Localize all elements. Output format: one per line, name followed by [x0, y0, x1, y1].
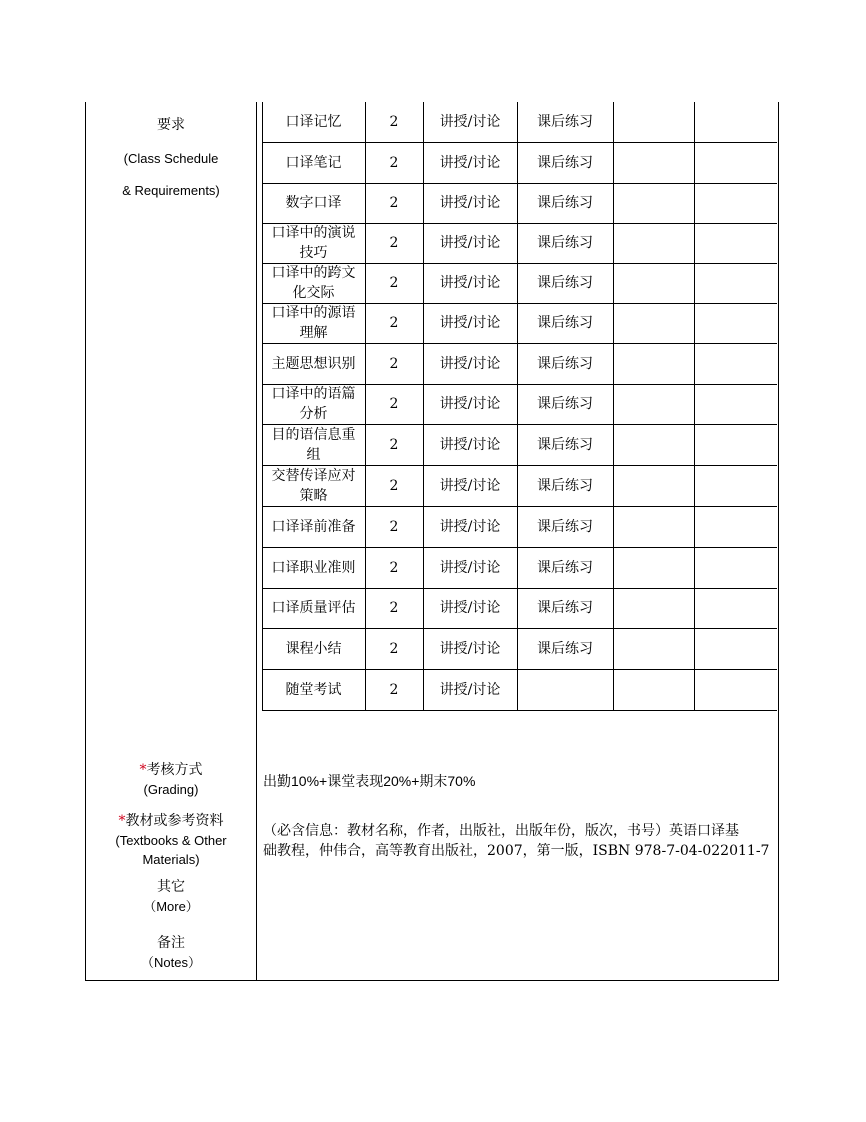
- schedule-hours-cell: 2: [389, 436, 399, 453]
- schedule-method-cell: 讲授/讨论: [439, 355, 501, 372]
- schedule-topic-cell: 数字口译: [285, 195, 342, 211]
- textbook-text: [263, 821, 778, 861]
- schedule-assignment-cell: 课后练习: [537, 275, 593, 291]
- schedule-method-cell: 讲授/讨论: [439, 315, 501, 331]
- schedule-method-cell: 讲授/讨论: [439, 195, 501, 211]
- notes-label-en: （Notes）: [141, 955, 201, 970]
- schedule-method-cell: 讲授/讨论: [439, 640, 501, 657]
- textbooks-label-en2: Materials): [142, 852, 200, 867]
- schedule-method-cell: 讲授/讨论: [439, 600, 501, 616]
- schedule-method-cell: 讲授/讨论: [439, 436, 501, 453]
- schedule-topic-cell: 口译译前准备: [271, 518, 356, 535]
- schedule-label-en1: (Class Schedule: [123, 151, 219, 166]
- notes-label: [86, 934, 256, 972]
- schedule-assignment-cell: 课后练习: [537, 518, 593, 535]
- schedule-hours-cell: 2: [389, 600, 399, 616]
- schedule-topic-cell: 口译职业准则: [271, 559, 356, 576]
- schedule-hours-cell: 2: [389, 681, 399, 698]
- schedule-label-zh: 要求: [157, 117, 185, 133]
- textbooks-label: [86, 812, 256, 869]
- label-column-divider: [256, 102, 257, 981]
- schedule-assignment-cell: 课后练习: [537, 195, 593, 211]
- textbook-text-line2: 础教程，仲伟合，高等教育出版社，2007，第一版，ISBN 978-7-04-022011-7: [263, 843, 770, 859]
- textbook-text-line1: （必含信息：教材名称，作者，出版社，出版年份，版次，书号）英语口译基: [263, 823, 739, 839]
- grading-text: 出勤10%+课堂表现20%+期末70%: [263, 773, 476, 789]
- schedule-hours-cell: 2: [389, 275, 399, 291]
- schedule-topic-cell: 口译中的演说技巧: [271, 225, 356, 261]
- schedule-topic-cell: 随堂考试: [285, 681, 342, 698]
- schedule-topic-cell: 口译中的源语理解: [271, 305, 356, 341]
- schedule-hours-cell: 2: [389, 195, 399, 211]
- schedule-hours-cell: 2: [389, 114, 399, 130]
- table-bottom-border: [85, 980, 779, 981]
- schedule-method-cell: 讲授/讨论: [439, 396, 501, 412]
- schedule-assignment-cell: [517, 669, 613, 710]
- schedule-topic-cell: 口译笔记: [285, 154, 342, 171]
- schedule-assignment-cell: 课后练习: [537, 640, 593, 657]
- more-label-zh: 其它: [157, 879, 185, 895]
- schedule-method-cell: 讲授/讨论: [439, 275, 501, 291]
- schedule-assignment-cell: 课后练习: [537, 315, 593, 331]
- schedule-topic-cell: 口译记忆: [285, 114, 342, 130]
- schedule-assignment-cell: 课后练习: [537, 154, 593, 171]
- more-label-en: （More）: [143, 899, 199, 914]
- schedule-col-divider: [694, 102, 695, 710]
- schedule-assignment-cell: 课后练习: [537, 355, 593, 372]
- textbooks-label-en1: (Textbooks & Other: [115, 833, 227, 848]
- grading-label: [86, 761, 256, 799]
- schedule-label: [86, 116, 256, 200]
- schedule-topic-cell: 交替传译应对策略: [271, 467, 356, 504]
- schedule-hours-cell: 2: [389, 518, 399, 535]
- schedule-assignment-cell: 课后练习: [537, 436, 593, 453]
- schedule-hours-cell: 2: [389, 396, 399, 412]
- schedule-assignment-cell: 课后练习: [537, 114, 593, 130]
- schedule-method-cell: 讲授/讨论: [439, 559, 501, 576]
- schedule-topic-cell: 目的语信息重组: [271, 426, 356, 463]
- textbooks-label-zh: 教材或参考资料: [125, 813, 224, 829]
- schedule-method-cell: 讲授/讨论: [439, 681, 501, 698]
- schedule-hours-cell: 2: [389, 154, 399, 171]
- schedule-assignment-cell: 课后练习: [537, 396, 593, 412]
- grading-label-en: (Grading): [143, 782, 199, 797]
- schedule-topic-cell: 主题思想识别: [271, 355, 356, 372]
- schedule-assignment-cell: 课后练习: [537, 600, 593, 616]
- schedule-hours-cell: 2: [389, 315, 399, 331]
- schedule-topic-cell: 口译中的语篇分析: [271, 386, 356, 422]
- schedule-method-cell: 讲授/讨论: [439, 518, 501, 535]
- schedule-method-cell: 讲授/讨论: [439, 477, 501, 494]
- schedule-label-en2: & Requirements): [122, 183, 220, 198]
- schedule-method-cell: 讲授/讨论: [439, 154, 501, 171]
- schedule-hours-cell: 2: [389, 477, 399, 494]
- grading-label-zh: 考核方式: [146, 762, 203, 778]
- required-star: *: [118, 813, 126, 829]
- schedule-hours-cell: 2: [389, 355, 399, 372]
- schedule-method-cell: 讲授/讨论: [439, 235, 501, 251]
- schedule-col-divider: [613, 102, 614, 710]
- schedule-assignment-cell: 课后练习: [537, 477, 593, 494]
- schedule-assignment-cell: 课后练习: [537, 235, 593, 251]
- schedule-hours-cell: 2: [389, 235, 399, 251]
- notes-label-zh: 备注: [157, 935, 185, 951]
- schedule-topic-cell: 课程小结: [285, 640, 342, 657]
- schedule-method-cell: 讲授/讨论: [439, 114, 501, 130]
- schedule-hours-cell: 2: [389, 559, 399, 576]
- table-right-border: [778, 102, 779, 981]
- schedule-topic-cell: 口译质量评估: [271, 600, 356, 616]
- schedule-topic-cell: 口译中的跨文化交际: [271, 265, 356, 301]
- required-star: *: [139, 762, 147, 778]
- schedule-hours-cell: 2: [389, 640, 399, 657]
- more-label: [86, 878, 256, 916]
- schedule-assignment-cell: 课后练习: [537, 559, 593, 576]
- schedule-row-divider: [262, 710, 777, 711]
